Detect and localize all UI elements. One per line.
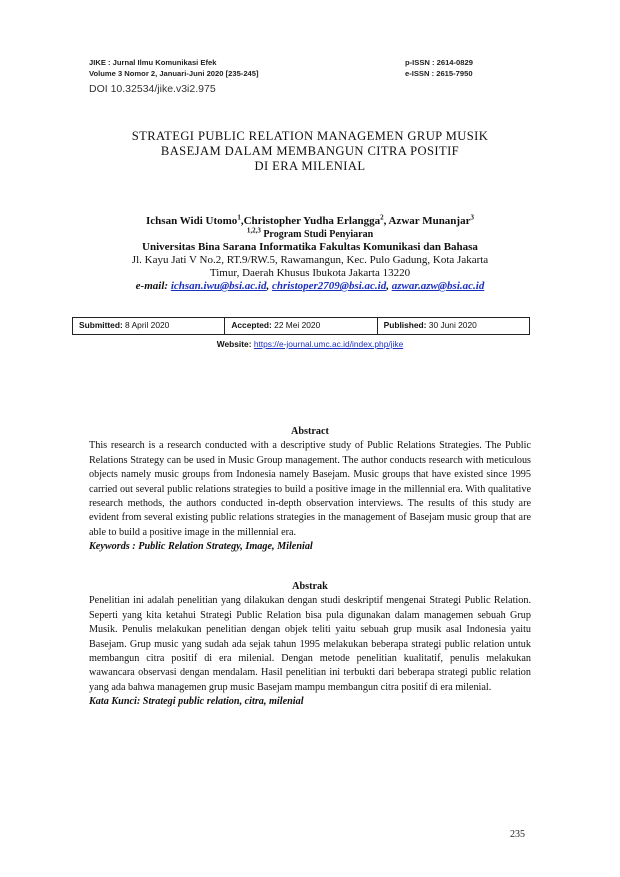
address-line-2: Timur, Daerah Khusus Ibukota Jakarta 13220 (209, 267, 411, 279)
page-number: 235 (510, 829, 525, 840)
email-link-3[interactable]: azwar.azw@bsi.ac.id (391, 280, 485, 292)
journal-name: JIKE : Jurnal Ilmu Komunikasi Efek (89, 58, 217, 67)
website-label: Website: (216, 339, 252, 349)
website-link[interactable]: https://e-journal.umc.ac.id/index.php/jike (253, 339, 404, 349)
doi: DOI 10.32534/jike.v3i2.975 (89, 83, 216, 95)
publication-dates-box (72, 317, 530, 335)
abstract-english (89, 425, 531, 555)
journal-info (89, 57, 259, 79)
author-block (40, 215, 580, 293)
published-date: 30 Juni 2020 (426, 320, 477, 330)
email-separator: , (266, 280, 272, 292)
email-label: e-mail: (135, 280, 171, 292)
email-link-1[interactable]: ichsan.iwu@bsi.ac.id (170, 280, 267, 292)
published-label: Published: (383, 320, 427, 330)
p-issn: p-ISSN : 2614-0829 (405, 58, 473, 67)
email-line (40, 280, 580, 293)
accepted-cell (224, 318, 376, 334)
author-1-sup: 1 (237, 213, 241, 222)
author-2-sup: 2 (380, 213, 384, 222)
author-3-sup: 3 (470, 213, 474, 222)
abstract-text: This research is a research conducted with a descriptive study of Public Relations Strategies. The Public Relations Strategy can be used in Music Group management. The author conducts research with meticulous objects namely music groups from Indonesia namely Basejam. Music groups that have existed since 1995 carried out several public relations strategies to build a positive image in the millennial era. With qualitative research methods, the authors conducted in-depth observation interviews. The results of this study are evident from several existing public relations strategies in the management of Basejam music group that are able to build a positive image in the millennial era. (89, 440, 531, 538)
author-2: ,Christopher Yudha Erlangga (240, 215, 381, 227)
address-line-1: Jl. Kayu Jati V No.2, RT.9/RW.5, Rawamangun, Kec. Pulo Gadung, Kota Jakarta (131, 254, 489, 266)
program-name: Program Studi Penyiaran (260, 229, 374, 240)
keywords: Keywords : Public Relation Strategy, Image, Milenial (89, 541, 313, 553)
submitted-cell (73, 318, 224, 334)
title-line-1: STRATEGI PUBLIC RELATION MANAGEMEN GRUP MUSIK (131, 129, 489, 143)
abstrak-heading: Abstrak (292, 581, 328, 592)
title-line-2: BASEJAM DALAM MEMBANGUN CITRA POSITIF (160, 144, 460, 158)
published-cell (377, 318, 529, 334)
paper-title (60, 129, 560, 174)
program-sup: 1,2,3 (246, 226, 261, 235)
submitted-date: 8 April 2020 (122, 320, 170, 330)
title-line-3: DI ERA MILENIAL (254, 159, 366, 173)
e-issn: e-ISSN : 2615-7950 (405, 69, 473, 78)
submitted-label: Submitted: (79, 320, 123, 330)
author-1: Ichsan Widi Utomo (146, 215, 238, 227)
kata-kunci: Kata Kunci: Strategi public relation, citra, milenial (89, 696, 304, 708)
journal-volume: Volume 3 Nomor 2, Januari-Juni 2020 [235-245] (89, 69, 259, 78)
author-3: , Azwar Munanjar (383, 215, 471, 227)
website-line (0, 339, 620, 349)
accepted-label: Accepted: (231, 320, 272, 330)
author-names (40, 215, 580, 228)
accepted-date: 22 Mei 2020 (271, 320, 321, 330)
email-link-2[interactable]: christoper2709@bsi.ac.id (271, 280, 387, 292)
email-separator: , (386, 280, 392, 292)
issn-info (405, 57, 473, 79)
abstract-indonesian (89, 580, 531, 710)
abstrak-text: Penelitian ini adalah penelitian yang dilakukan dengan studi deskriptif mengenai Strategi Public Relation. Seperti yang kita ketahui Strategi Public Relation bisa pula digunakan dalam managemen sebuah Grup Musik. Penulis melakukan penelitian dengan objek teliti yaitu sebuah grup musik asal Indonesia yaitu Basejam. Grup music yang sudah ada sejak tahun 1995 melakukan beberapa strategi public relation untuk membangun citra positif di era milenial. Dengan metode penelitian kualitatif, penulis melakukan wawancara observasi dengan mendalam. Hasil penelitian ini terbukti dari beberapa strategi public relation yang ada bahwa managemen grup music Basejam mampu membangun citra positif di era milenial. (89, 595, 531, 693)
university: Universitas Bina Sarana Informatika Fakultas Komunikasi dan Bahasa (142, 241, 478, 253)
abstract-heading: Abstract (291, 426, 329, 437)
study-program (40, 228, 580, 241)
